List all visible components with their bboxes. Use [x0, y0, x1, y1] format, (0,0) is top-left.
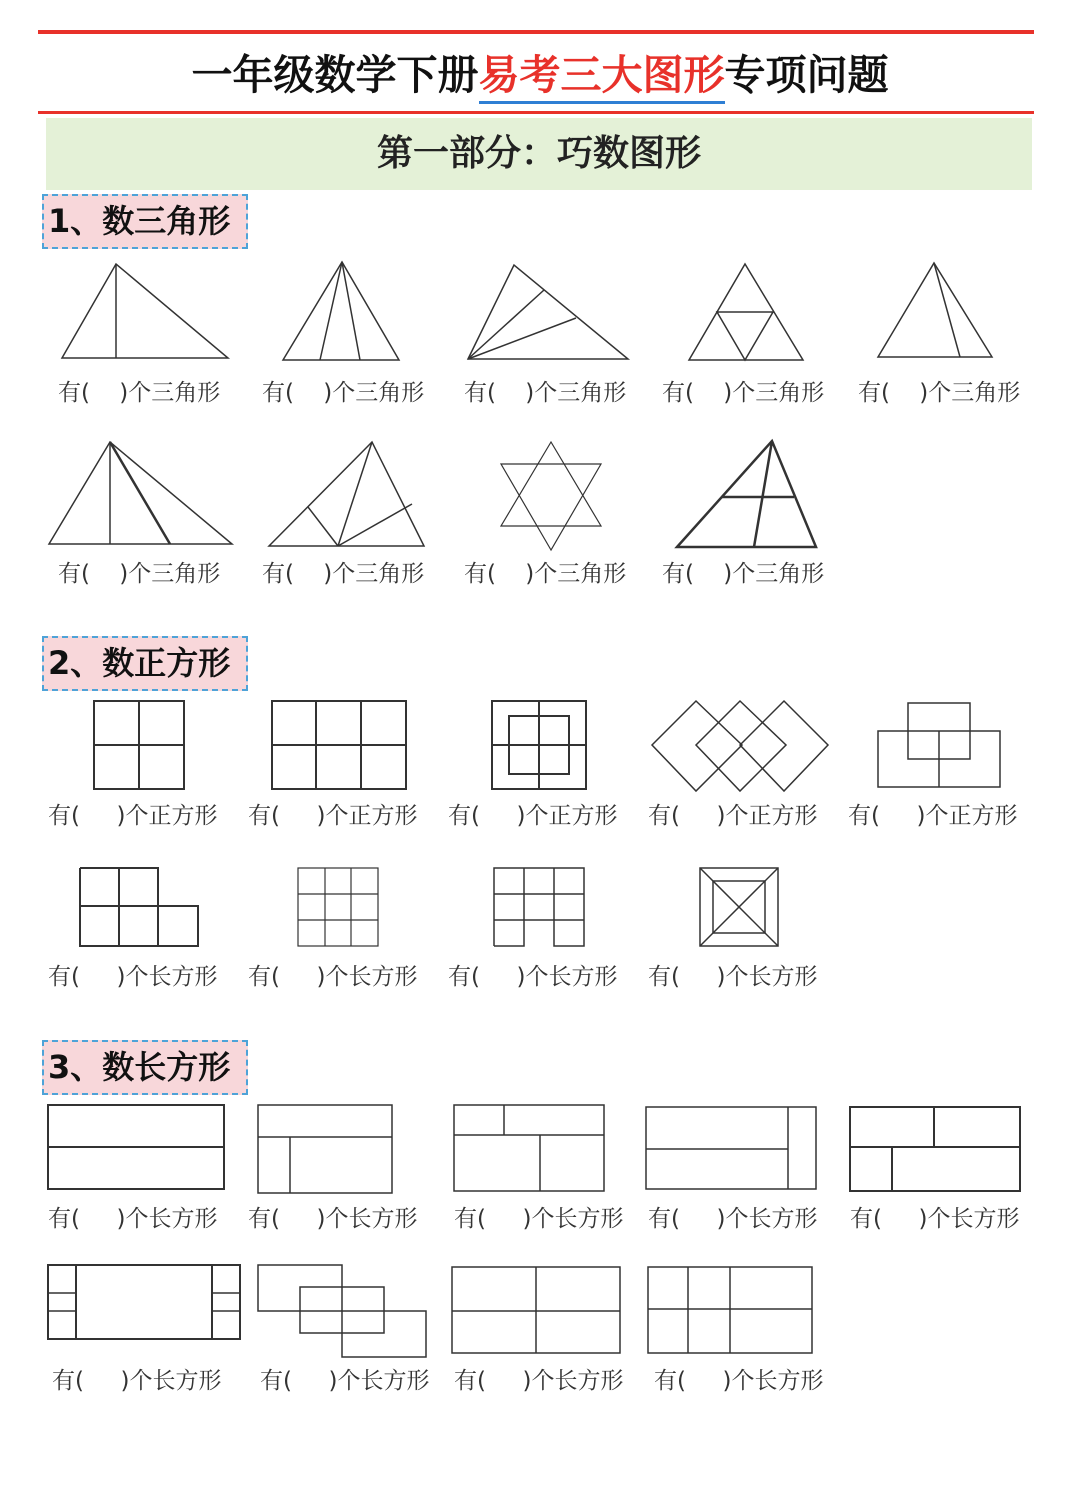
rect-figure-6: [46, 1263, 242, 1341]
square-caption-3: 有( )个正方形: [448, 803, 618, 829]
square-figure-5: [876, 701, 1002, 789]
triangle-caption-1: 有( )个三角形: [58, 380, 221, 406]
rect-figure-7: [256, 1263, 430, 1361]
square-caption-6: 有( )个长方形: [48, 964, 218, 990]
triangle-caption-5: 有( )个三角形: [858, 380, 1021, 406]
rect-figure-8: [450, 1265, 622, 1355]
square-figure-7: [296, 866, 380, 948]
triangle-figure-2: [280, 260, 402, 364]
square-caption-5: 有( )个正方形: [848, 803, 1018, 829]
triangle-figure-7: [266, 440, 428, 550]
square-figure-6: [78, 866, 200, 948]
rect-figure-1: [46, 1103, 226, 1191]
triangle-caption-3: 有( )个三角形: [464, 380, 627, 406]
section-label-triangles: 1、数三角形: [42, 194, 248, 249]
triangle-caption-2: 有( )个三角形: [262, 380, 425, 406]
rect-caption-8: 有( )个长方形: [454, 1368, 624, 1394]
triangle-figure-9: [674, 439, 820, 551]
rect-figure-9: [646, 1265, 814, 1355]
page-title: 一年级数学下册易考三大图形专项问题: [0, 40, 1080, 110]
square-figure-8: [492, 866, 586, 948]
rect-caption-7: 有( )个长方形: [260, 1368, 430, 1394]
triangle-caption-4: 有( )个三角形: [662, 380, 825, 406]
triangle-caption-8: 有( )个三角形: [464, 561, 627, 587]
triangle-figure-6: [46, 440, 236, 548]
square-caption-2: 有( )个正方形: [248, 803, 418, 829]
rect-figure-4: [644, 1105, 818, 1191]
rect-figure-3: [452, 1103, 606, 1193]
bottom-red-rule: [38, 111, 1034, 114]
square-caption-7: 有( )个长方形: [248, 964, 418, 990]
section-label-squares: 2、数正方形: [42, 636, 248, 691]
triangle-figure-1: [58, 262, 230, 362]
square-figure-4: [650, 699, 830, 795]
square-caption-4: 有( )个正方形: [648, 803, 818, 829]
triangle-caption-9: 有( )个三角形: [662, 561, 825, 587]
triangle-figure-5: [874, 261, 996, 361]
triangle-figure-8: [498, 440, 604, 552]
rect-caption-2: 有( )个长方形: [248, 1206, 418, 1232]
square-caption-8: 有( )个长方形: [448, 964, 618, 990]
rect-caption-5: 有( )个长方形: [850, 1206, 1020, 1232]
square-caption-9: 有( )个长方形: [648, 964, 818, 990]
rect-figure-5: [848, 1105, 1022, 1193]
rect-figure-2: [256, 1103, 394, 1195]
triangle-caption-7: 有( )个三角形: [262, 561, 425, 587]
square-figure-1: [92, 699, 186, 791]
rect-caption-4: 有( )个长方形: [648, 1206, 818, 1232]
square-figure-3: [490, 699, 588, 791]
section-label-rectangles: 3、数长方形: [42, 1040, 248, 1095]
square-caption-1: 有( )个正方形: [48, 803, 218, 829]
triangle-caption-6: 有( )个三角形: [58, 561, 221, 587]
square-figure-2: [270, 699, 408, 791]
top-red-rule: [38, 30, 1034, 34]
rect-caption-1: 有( )个长方形: [48, 1206, 218, 1232]
rect-caption-9: 有( )个长方形: [654, 1368, 824, 1394]
triangle-figure-4: [686, 262, 806, 364]
triangle-figure-3: [464, 263, 630, 363]
square-figure-9: [698, 866, 780, 948]
rect-caption-3: 有( )个长方形: [454, 1206, 624, 1232]
part-banner: 第一部分：巧数图形: [46, 118, 1032, 190]
title-highlight: 易考三大图形: [479, 51, 725, 104]
rect-caption-6: 有( )个长方形: [52, 1368, 222, 1394]
